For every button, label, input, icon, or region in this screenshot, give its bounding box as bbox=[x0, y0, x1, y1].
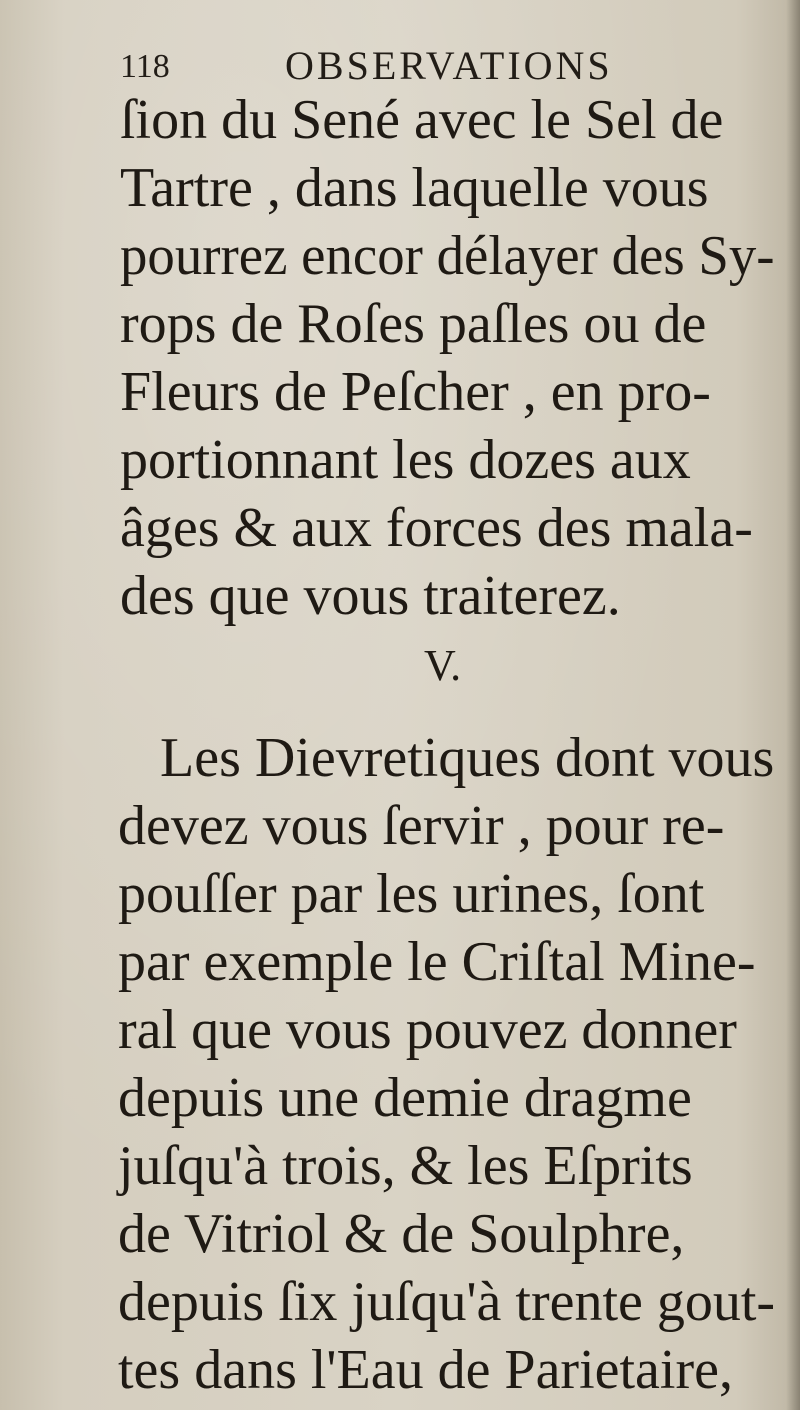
text-line: rops de Roſes paſles ou de bbox=[120, 293, 707, 355]
text-line: devez vous ſervir , pour re- bbox=[118, 795, 725, 857]
text-line: tes dans l'Eau de Parietaire, bbox=[118, 1339, 733, 1401]
text-line: pourrez encor délayer des Sy- bbox=[120, 225, 775, 287]
text-line: de Vitriol & de Soulphre, bbox=[118, 1203, 685, 1265]
text-line: Tartre , dans laquelle vous bbox=[120, 157, 709, 219]
page-number: 118 bbox=[120, 48, 170, 85]
text-line: âges & aux forces des mala- bbox=[120, 497, 753, 559]
text-line: depuis une demie dragme bbox=[118, 1067, 692, 1129]
page-gutter-shadow bbox=[786, 0, 800, 1410]
text-line: Fleurs de Peſcher , en pro- bbox=[120, 361, 711, 423]
text-line: par exemple le Criſtal Mine- bbox=[118, 931, 756, 993]
text-line: pouſſer par les urines, ſont bbox=[118, 863, 705, 925]
text-line: ral que vous pouvez donner bbox=[118, 999, 737, 1061]
text-line: Les Dievretiques dont vous bbox=[160, 727, 775, 789]
section-number: V. bbox=[424, 641, 462, 690]
running-head: OBSERVATIONS bbox=[285, 43, 613, 88]
text-line: juſqu'à trois, & les Eſprits bbox=[118, 1135, 693, 1197]
text-line: des que vous traiterez. bbox=[120, 565, 621, 627]
text-line: ſion du Sené avec le Sel de bbox=[120, 89, 724, 151]
text-line: portionnant les dozes aux bbox=[120, 429, 691, 491]
text-line: depuis ſix juſqu'à trente gout- bbox=[118, 1271, 776, 1333]
